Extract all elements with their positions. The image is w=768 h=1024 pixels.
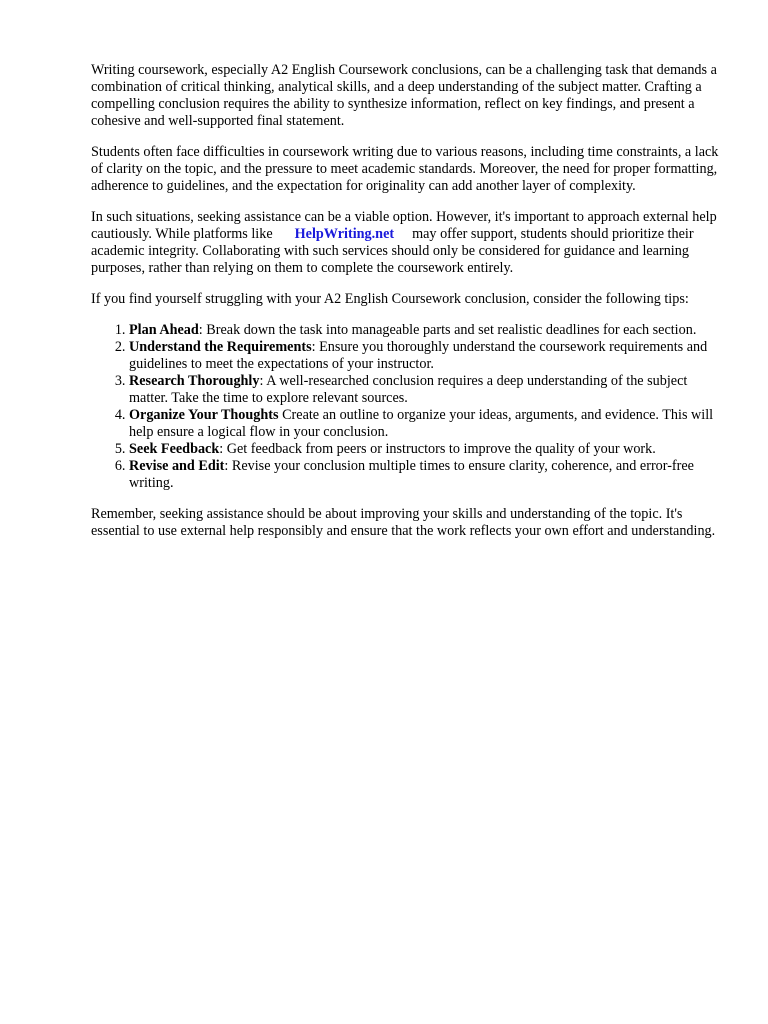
tip-text: Ensure you thoroughly understand the coursework requirements and guidelines to meet the expectations of your instructor. [129, 339, 708, 372]
tip-term: Plan Ahead [129, 322, 199, 338]
closing-paragraph: Remember, seeking assistance should be about improving your skills and understanding of the topic. It's essential to use external help responsibly and ensure that the work reflects your own effort and understanding. [91, 506, 716, 539]
assistance-text-before: In such situations, seeking assistance can be a viable option. However, it's important to approach external help cautiously. While platforms like [91, 209, 717, 242]
tip-item [129, 322, 723, 339]
tip-term: Seek Feedback [129, 441, 220, 457]
tip-text: A well-researched conclusion requires a deep understanding of the subject matter. Take the time to explore relevant sources. [129, 373, 688, 406]
tip-separator: : [311, 339, 320, 355]
tip-text: Break down the task into manageable parts and set realistic deadlines for each section. [206, 322, 697, 338]
helpwriting-link[interactable]: HelpWriting.net [294, 226, 395, 242]
assistance-paragraph [91, 209, 723, 277]
tip-term: Revise and Edit [129, 458, 225, 474]
assistance-text-after: may offer support, students should prioritize their academic integrity. Collaborating with such services should only be considered for guidance and learning purposes, rather than relying on them to complete the coursework entirely. [91, 226, 694, 276]
difficulties-paragraph: Students often face difficulties in coursework writing due to various reasons, including time constraints, a lack of clarity on the topic, and the pressure to meet academic standards. Moreover, the need for proper formatting, adherence to guidelines, and the expectation for originality can add another layer of complexity. [91, 144, 719, 194]
tip-separator: : [219, 441, 227, 457]
tip-separator: : [224, 458, 232, 474]
tip-item [129, 339, 723, 373]
tip-item [129, 441, 723, 458]
tip-text: Create an outline to organize your ideas, arguments, and evidence. This will help ensure a logical flow in your conclusion. [129, 407, 714, 440]
tips-list [91, 322, 723, 492]
tip-text: Get feedback from peers or instructors to improve the quality of your work. [226, 441, 656, 457]
tip-term: Research Thoroughly [129, 373, 260, 389]
tip-term: Organize Your Thoughts [129, 407, 279, 423]
tip-term: Understand the Requirements [129, 339, 312, 355]
tip-item [129, 458, 723, 492]
tip-separator: : [198, 322, 207, 338]
intro-paragraph: Writing coursework, especially A2 English Coursework conclusions, can be a challenging task that demands a combination of critical thinking, analytical skills, and a deep understanding of the subject matter. Crafting a compelling conclusion requires the ability to synthesize information, reflect on key findings, and present a cohesive and well-supported final statement. [91, 62, 717, 129]
tip-text: Revise your conclusion multiple times to ensure clarity, coherence, and error-free writing. [129, 458, 694, 491]
tip-separator: : [259, 373, 267, 389]
tip-item [129, 373, 723, 407]
tips-intro-paragraph: If you find yourself struggling with your A2 English Coursework conclusion, consider the following tips: [91, 291, 689, 307]
tip-item [129, 407, 723, 441]
document-page [91, 62, 723, 554]
